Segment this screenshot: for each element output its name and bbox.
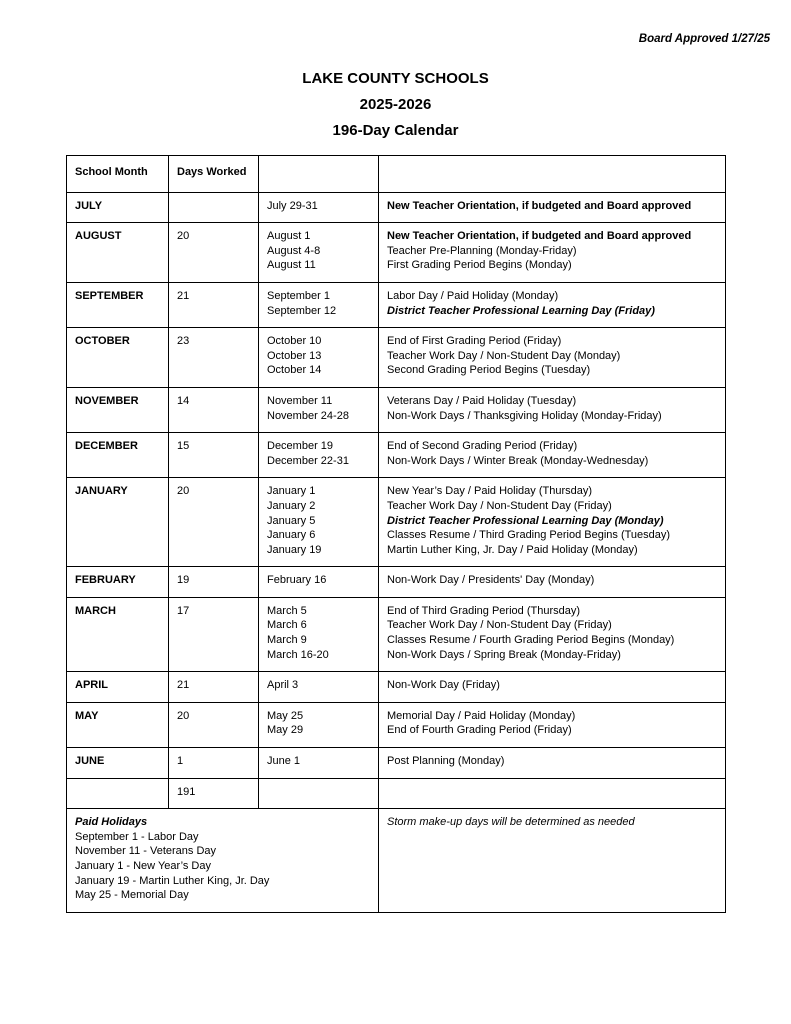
- total-events-cell: [379, 778, 726, 809]
- events-cell: [379, 192, 726, 223]
- event-line: Veterans Day / Paid Holiday (Tuesday): [387, 394, 577, 407]
- total-days-cell: 191: [169, 778, 259, 809]
- table-row: [67, 702, 726, 747]
- school-year: 2025-2026: [359, 96, 432, 113]
- dates-cell: [259, 597, 379, 671]
- event-line: Second Grading Period Begins (Tuesday): [387, 364, 591, 377]
- header-days-worked: Days Worked: [169, 156, 259, 193]
- header-dates: [259, 156, 379, 193]
- header-events: [379, 156, 726, 193]
- events-cell: [379, 328, 726, 388]
- dates-cell: [259, 433, 379, 478]
- event-line: New Year’s Day / Paid Holiday (Thursday): [387, 485, 593, 498]
- events-cell: [379, 672, 726, 703]
- events-cell: [379, 387, 726, 432]
- date-line: September 1: [267, 289, 330, 302]
- calendar-table: [66, 155, 726, 913]
- events-cell: [379, 702, 726, 747]
- table-row: [67, 567, 726, 598]
- date-line: February 16: [267, 574, 327, 587]
- dates-cell: [259, 192, 379, 223]
- table-row: [67, 282, 726, 327]
- date-line: March 6: [267, 619, 307, 632]
- paid-holiday-item: January 19 - Martin Luther King, Jr. Day: [75, 874, 270, 887]
- month-cell: MARCH: [67, 597, 169, 671]
- month-cell: NOVEMBER: [67, 387, 169, 432]
- dates-cell: [259, 748, 379, 779]
- event-line: New Teacher Orientation, if budgeted and Board approved: [387, 230, 692, 243]
- month-cell: JUNE: [67, 748, 169, 779]
- days-worked-cell: 1: [169, 748, 259, 779]
- date-line: November 24-28: [267, 409, 349, 422]
- table-header-row: [67, 156, 726, 193]
- date-line: March 9: [267, 634, 307, 647]
- event-line: Non-Work Days / Thanksgiving Holiday (Monday-Friday): [387, 409, 662, 422]
- days-worked-cell: 20: [169, 478, 259, 567]
- dates-cell: [259, 282, 379, 327]
- days-worked-cell: 23: [169, 328, 259, 388]
- date-line: November 11: [267, 394, 333, 407]
- date-line: May 29: [267, 724, 304, 737]
- events-cell: [379, 748, 726, 779]
- event-line: Labor Day / Paid Holiday (Monday): [387, 289, 559, 302]
- month-cell: JULY: [67, 192, 169, 223]
- dates-cell: [259, 223, 379, 283]
- paid-holiday-item: January 1 - New Year’s Day: [75, 860, 211, 872]
- date-line: October 10: [267, 335, 322, 348]
- events-cell: [379, 433, 726, 478]
- title-block: [0, 66, 791, 144]
- month-cell: MAY: [67, 702, 169, 747]
- paid-holidays-title: Paid Holidays: [75, 816, 148, 829]
- dates-cell: [259, 702, 379, 747]
- event-line: Classes Resume / Fourth Grading Period Begins (Monday): [387, 634, 675, 647]
- date-line: June 1: [267, 755, 301, 768]
- events-cell: [379, 597, 726, 671]
- storm-note: Storm make-up days will be determined as needed: [387, 816, 635, 829]
- dates-cell: [259, 328, 379, 388]
- date-line: January 2: [267, 499, 316, 512]
- table-row: [67, 597, 726, 671]
- days-worked-cell: 17: [169, 597, 259, 671]
- paid-holiday-item: September 1 - Labor Day: [75, 830, 199, 843]
- month-cell: APRIL: [67, 672, 169, 703]
- table-row: [67, 192, 726, 223]
- table-row: [67, 748, 726, 779]
- days-worked-cell: 20: [169, 702, 259, 747]
- dates-cell: [259, 672, 379, 703]
- month-cell: SEPTEMBER: [67, 282, 169, 327]
- event-line: Classes Resume / Third Grading Period Begins (Tuesday): [387, 529, 671, 542]
- header-school-month: School Month: [67, 156, 169, 193]
- event-line: Non-Work Day / Presidents' Day (Monday): [387, 574, 595, 587]
- event-line: Memorial Day / Paid Holiday (Monday): [387, 709, 576, 722]
- board-approved-note: Board Approved 1/27/25: [638, 33, 770, 45]
- date-line: August 11: [267, 259, 316, 272]
- table-row: [67, 672, 726, 703]
- event-line: Non-Work Days / Winter Break (Monday-Wednesday): [387, 454, 649, 467]
- event-line: Non-Work Day (Friday): [387, 679, 500, 692]
- event-line: End of Second Grading Period (Friday): [387, 440, 578, 453]
- date-line: April 3: [267, 679, 299, 692]
- paid-holiday-item: May 25 - Memorial Day: [75, 889, 189, 902]
- date-line: December 19: [267, 440, 334, 453]
- days-worked-cell: 19: [169, 567, 259, 598]
- date-line: January 5: [267, 514, 316, 527]
- dates-cell: [259, 478, 379, 567]
- event-line: Teacher Work Day / Non-Student Day (Friday): [387, 499, 612, 512]
- date-line: January 6: [267, 529, 316, 542]
- event-line: First Grading Period Begins (Monday): [387, 259, 572, 272]
- paid-holidays-cell: [67, 809, 379, 913]
- event-line: Post Planning (Monday): [387, 755, 505, 768]
- date-line: October 13: [267, 349, 322, 362]
- event-line: End of Third Grading Period (Thursday): [387, 604, 580, 617]
- table-row: [67, 328, 726, 388]
- total-dates-cell: [259, 778, 379, 809]
- events-cell: [379, 567, 726, 598]
- date-line: January 1: [267, 485, 316, 498]
- event-line: New Teacher Orientation, if budgeted and Board approved: [387, 199, 692, 212]
- days-worked-cell: 21: [169, 672, 259, 703]
- paid-holiday-item: November 11 - Veterans Day: [75, 845, 217, 858]
- storm-note-cell: [379, 809, 726, 913]
- month-cell: FEBRUARY: [67, 567, 169, 598]
- date-line: September 12: [267, 304, 337, 317]
- month-cell: JANUARY: [67, 478, 169, 567]
- event-line: End of First Grading Period (Friday): [387, 335, 562, 348]
- event-line: District Teacher Professional Learning Day (Friday): [387, 304, 655, 317]
- total-month-cell: [67, 778, 169, 809]
- calendar-summary: [67, 778, 726, 913]
- event-line: Teacher Work Day / Non-Student Day (Friday): [387, 619, 612, 632]
- event-line: District Teacher Professional Learning Day (Monday): [387, 514, 664, 527]
- event-line: Martin Luther King, Jr. Day / Paid Holiday (Monday): [387, 543, 638, 556]
- calendar-rows: [67, 156, 726, 779]
- event-line: Non-Work Days / Spring Break (Monday-Friday): [387, 648, 621, 661]
- events-cell: [379, 223, 726, 283]
- date-line: October 14: [267, 364, 322, 377]
- date-line: August 4-8: [267, 244, 321, 257]
- table-row: [67, 223, 726, 283]
- days-worked-cell: 20: [169, 223, 259, 283]
- events-cell: [379, 282, 726, 327]
- paid-holidays-list: [75, 830, 370, 903]
- date-line: March 5: [267, 604, 307, 617]
- calendar-subtitle: 196-Day Calendar: [332, 122, 459, 139]
- event-line: End of Fourth Grading Period (Friday): [387, 724, 572, 737]
- days-worked-cell: 14: [169, 387, 259, 432]
- event-line: Teacher Work Day / Non-Student Day (Monday): [387, 349, 621, 362]
- table-row: [67, 433, 726, 478]
- date-line: December 22-31: [267, 454, 349, 467]
- days-worked-cell: 21: [169, 282, 259, 327]
- month-cell: AUGUST: [67, 223, 169, 283]
- date-line: March 16-20: [267, 648, 329, 661]
- event-line: Teacher Pre-Planning (Monday-Friday): [387, 244, 577, 257]
- month-cell: DECEMBER: [67, 433, 169, 478]
- footer-row: [67, 809, 726, 913]
- dates-cell: [259, 387, 379, 432]
- days-worked-cell: [169, 192, 259, 223]
- date-line: July 29-31: [267, 199, 318, 212]
- table-row: [67, 478, 726, 567]
- page-title: LAKE COUNTY SCHOOLS: [302, 70, 489, 87]
- events-cell: [379, 478, 726, 567]
- total-row: [67, 778, 726, 809]
- table-row: [67, 387, 726, 432]
- month-cell: OCTOBER: [67, 328, 169, 388]
- date-line: January 19: [267, 543, 322, 556]
- date-line: May 25: [267, 709, 304, 722]
- days-worked-cell: 15: [169, 433, 259, 478]
- date-line: August 1: [267, 230, 311, 243]
- dates-cell: [259, 567, 379, 598]
